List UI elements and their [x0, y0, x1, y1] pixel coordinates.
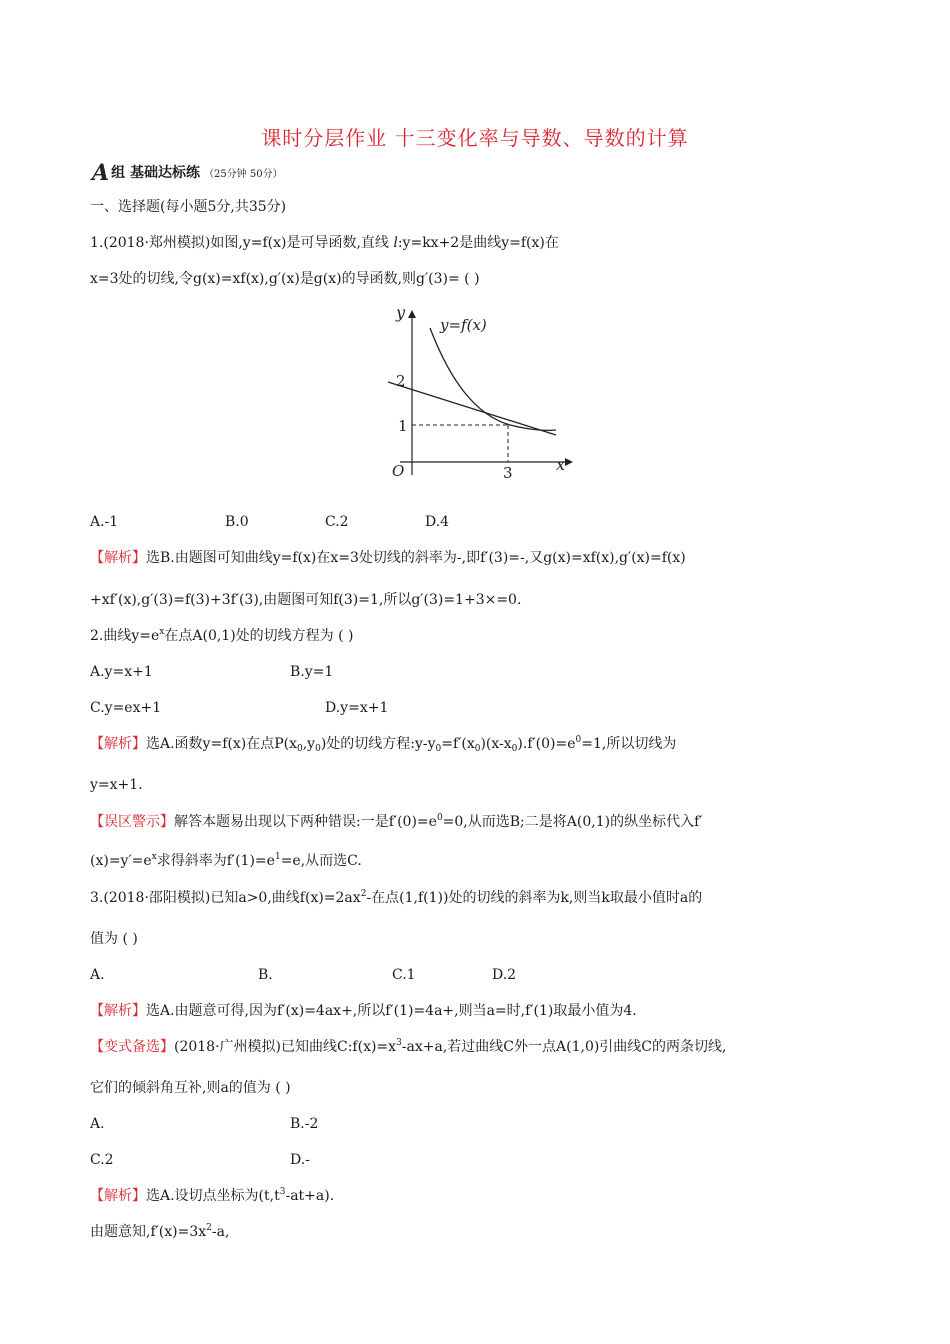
q1-analysis-tag: 【解析】 [90, 550, 146, 566]
curve-label: y=f(x) [440, 316, 487, 334]
x-axis-label: x [556, 455, 566, 474]
variant-stem-line2: 它们的倾斜角互补,则a的值为 ( ) [90, 1080, 291, 1096]
group-heading [92, 160, 283, 186]
section-heading: 一、选择题(每小题5分,共35分) [90, 199, 287, 215]
q1-option-a: A.-1 [90, 514, 119, 530]
q3-option-a: A. [90, 967, 105, 983]
q2-analysis-tag: 【解析】 [90, 736, 146, 752]
y-axis-arrow [408, 310, 416, 318]
q2-option-d: D.y=x+1 [325, 700, 389, 716]
variant-option-b: B.-2 [290, 1116, 319, 1132]
q1-option-d: D.4 [425, 514, 450, 530]
variant-stem-line1: 【变式备选】(2018·广州模拟)已知曲线$C:f(x)=x^3-ax+a$,若过曲线C外一点A(1,0)引曲线C的两条切线, [90, 1038, 727, 1055]
tick-1-label: 1 [398, 417, 408, 435]
q3-option-d: D.2 [492, 967, 517, 983]
q2-analysis-line1: 【解析】选A.函数y=f(x)在点$P(x_0,y_0)$处的切线方程$:y-y_0=f'(x_0)(x-x_0).f'(0)=e^0=1$,所以切线为 [90, 735, 677, 754]
q1-option-b: B.0 [225, 514, 249, 530]
q1-graph [380, 300, 580, 485]
group-time: （25分钟 50分） [203, 169, 283, 180]
tick-3-label: 3 [503, 464, 513, 482]
origin-label: O [392, 462, 405, 480]
x-axis-arrow [565, 458, 573, 466]
q3-option-b: B. [258, 967, 273, 983]
variant-option-c: C.2 [90, 1152, 114, 1168]
q3-analysis-tag: 【解析】 [90, 1003, 146, 1019]
variant-option-a: A. [90, 1116, 105, 1132]
q2-warning-line2: $(x)=y'=e^x$求得斜率为$f'(1)=e^1=e$,从而选C. [90, 852, 362, 869]
q2-warning-tag: 【误区警示】 [90, 814, 174, 830]
variant-analysis-line2: 由题意知$,f'(x)=3x^2-a$, [90, 1223, 230, 1240]
q2-stem: 2.曲线$y=e^x$在点A(0,1)处的切线方程为 ( ) [90, 627, 354, 644]
variant-option-d: D.- [290, 1152, 310, 1168]
page-title: 课时分层作业 十三变化率与导数、导数的计算 [261, 126, 689, 150]
q1-analysis-line2: +xf′(x),g′(3)=f(3)+3f′(3),由题图可知f(3)=1,所以g′(3)=1+3×=0. [90, 592, 522, 608]
group-badge: A [92, 160, 110, 186]
q2-option-a: A.y=x+1 [90, 664, 153, 680]
q1-stem-line1: 1.(2018·郑州模拟)如图,y=f(x)是可导函数,直线 l:y=kx+2是曲线y=f(x)在 [90, 235, 559, 251]
q3-analysis: 【解析】选A.由题意可得,因为f′(x)=4ax+,所以f′(1)=4a+,则当a=时,f′(1)取最小值为4. [90, 1003, 637, 1019]
q3-stem-line1: 3.(2018·邵阳模拟)已知a>0,曲线$f(x)=2ax^2-$在点(1,f(1))处的切线的斜率为k,则当k取最小值时a的 [90, 889, 703, 906]
tick-2-label: 2 [396, 372, 406, 390]
q1-stem-line2: x=3处的切线,令g(x)=xf(x),g′(x)是g(x)的导函数,则g′(3)= ( ) [90, 271, 480, 287]
group-label: 组 基础达标练 [111, 165, 200, 181]
q2-warning-line1: 【误区警示】解答本题易出现以下两种错误:一是$f'(0)=e^0=0$,从而选B;二是将A(0,1)的纵坐标代入f′ [90, 813, 703, 830]
variant-tag: 【变式备选】 [90, 1039, 174, 1055]
q1-analysis-line1: 【解析】选B.由题图可知曲线y=f(x)在x=3处切线的斜率为-,即f′(3)=-,又g(x)=xf(x),g′(x)=f(x) [90, 550, 686, 566]
q2-option-c: C.y=ex+1 [90, 700, 162, 716]
q1-option-c: C.2 [325, 514, 349, 530]
tangent-line [388, 382, 556, 435]
q3-stem-line2: 值为 ( ) [90, 931, 138, 947]
y-axis-label: y [396, 303, 406, 322]
q2-analysis-line2: y=x+1. [90, 777, 143, 793]
variant-analysis-line1: 【解析】选A.设切点坐标为$(t,t^3-at+a)$. [90, 1187, 335, 1204]
variant-analysis-tag: 【解析】 [90, 1188, 146, 1204]
q3-option-c: C.1 [392, 967, 416, 983]
q2-option-b: B.y=1 [290, 664, 334, 680]
